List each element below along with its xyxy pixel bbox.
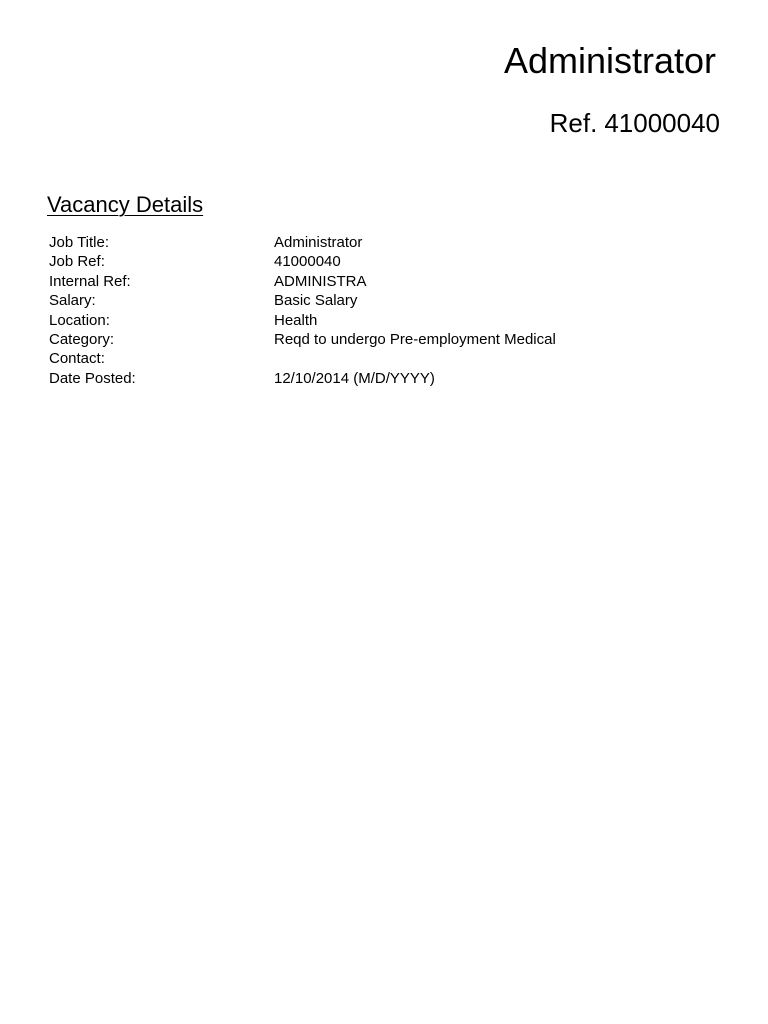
detail-value: Administrator [274,234,363,251]
detail-value: Health [274,311,318,329]
vacancy-details-table [49,233,556,388]
ref-number: 41000040 [604,108,720,138]
detail-row-date-posted [49,369,556,388]
detail-label: Internal Ref: [49,272,131,290]
detail-value: Reqd to undergo Pre-employment Medical [274,331,556,349]
detail-row-salary [49,291,556,310]
page-title: Administrator [503,40,716,81]
detail-label: Contact: [49,350,105,368]
detail-row-category [49,330,556,349]
detail-row-internal-ref [49,272,556,291]
detail-value: Basic Salary [274,292,358,310]
detail-row-job-title [49,233,556,252]
ref-prefix: Ref. [549,108,598,138]
detail-value: ADMINISTRA [274,272,367,290]
detail-value [274,349,556,368]
detail-label: Job Title: [49,234,110,251]
detail-label: Location: [49,311,110,329]
job-reference [550,107,720,139]
detail-row-job-ref [49,252,556,271]
detail-label: Date Posted: [49,369,136,387]
detail-row-location [49,311,556,330]
detail-row-contact [49,349,556,368]
detail-value: 12/10/2014 (M/D/YYYY) [274,369,435,387]
section-heading-vacancy-details: Vacancy Details [47,192,204,217]
detail-value: 41000040 [274,253,341,271]
detail-label: Category: [49,331,115,349]
detail-label: Salary: [49,292,96,310]
detail-label: Job Ref: [49,253,105,271]
